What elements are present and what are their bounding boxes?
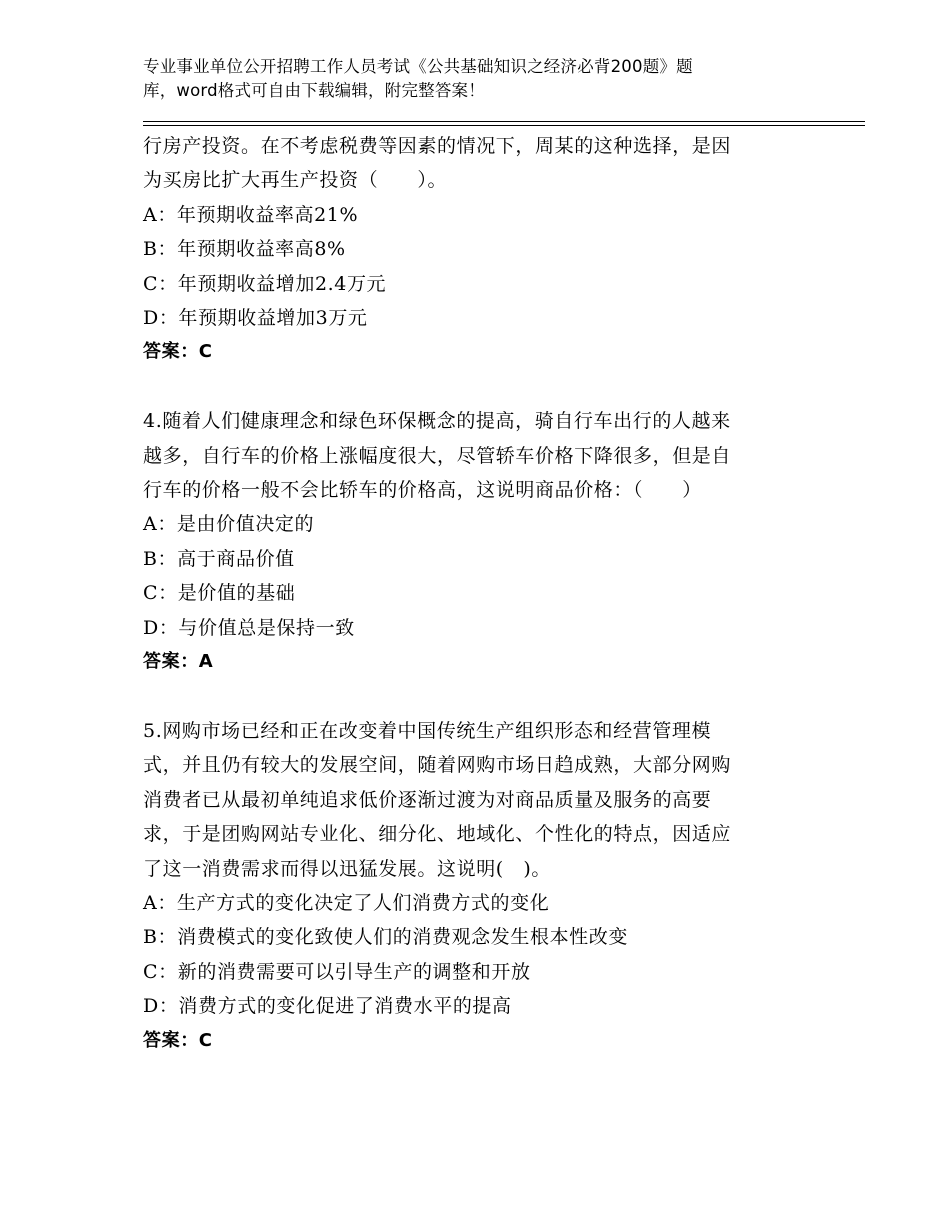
question-stem-line: 式，并且仍有较大的发展空间，随着网购市场日趋成熟，大部分网购 — [143, 754, 732, 777]
question-stem-line: 4.随着人们健康理念和绿色环保概念的提高，骑自行车出行的人越来 — [143, 410, 731, 433]
answer-line: 答案：A — [143, 651, 214, 673]
answer-line: 答案：C — [143, 341, 213, 363]
question-stem-line: 了这一消费需求而得以迅猛发展。这说明( )。 — [143, 857, 552, 880]
option-d: D：消费方式的变化促进了消费水平的提高 — [143, 995, 512, 1018]
answer-line: 答案：C — [143, 1029, 213, 1051]
option-d: D：年预期收益增加3万元 — [143, 307, 368, 330]
option-c: C：新的消费需要可以引导生产的调整和开放 — [143, 960, 531, 983]
option-a: A：生产方式的变化决定了人们消费方式的变化 — [143, 891, 550, 914]
header-double-rule — [143, 121, 865, 126]
option-b: B：高于商品价值 — [143, 547, 295, 570]
question-block — [143, 404, 823, 679]
question-stem-line: 行房产投资。在不考虑税费等因素的情况下，周某的这种选择，是因 — [143, 135, 732, 157]
option-d: D：与价值总是保持一致 — [143, 616, 355, 639]
question-stem-line: 为买房比扩大再生产投资（ ）。 — [143, 169, 448, 192]
option-b: B：消费模式的变化致使人们的消费观念发生根本性改变 — [143, 926, 628, 949]
question-block — [143, 129, 823, 370]
spacer — [143, 370, 823, 404]
option-a: A：年预期收益率高21% — [143, 203, 359, 226]
question-stem-line: 行车的价格一般不会比轿车的价格高，这说明商品价格：（ ） — [143, 479, 702, 502]
option-b: B：年预期收益率高8% — [143, 238, 346, 261]
option-c: C：是价值的基础 — [143, 582, 296, 605]
option-c: C：年预期收益增加2.4万元 — [143, 272, 387, 295]
option-a: A：是由价值决定的 — [143, 513, 315, 536]
spacer — [143, 679, 823, 713]
question-stem-line: 越多，自行车的价格上涨幅度很大，尽管轿车价格下降很多，但是自 — [143, 444, 732, 467]
header-line-2: 库，word格式可自由下载编辑，附完整答案！ — [143, 81, 485, 100]
question-block — [143, 714, 823, 1058]
header-line-1: 专业事业单位公开招聘工作人员考试《公共基础知识之经济必背200题》题 — [143, 57, 693, 76]
question-stem-line: 5.网购市场已经和正在改变着中国传统生产组织形态和经营管理模 — [143, 719, 712, 742]
page-header — [143, 55, 783, 103]
document-body — [143, 129, 823, 1058]
question-stem-line: 求，于是团购网站专业化、细分化、地域化、个性化的特点，因适应 — [143, 823, 732, 846]
question-stem-line: 消费者已从最初单纯追求低价逐渐过渡为对商品质量及服务的高要 — [143, 788, 712, 811]
